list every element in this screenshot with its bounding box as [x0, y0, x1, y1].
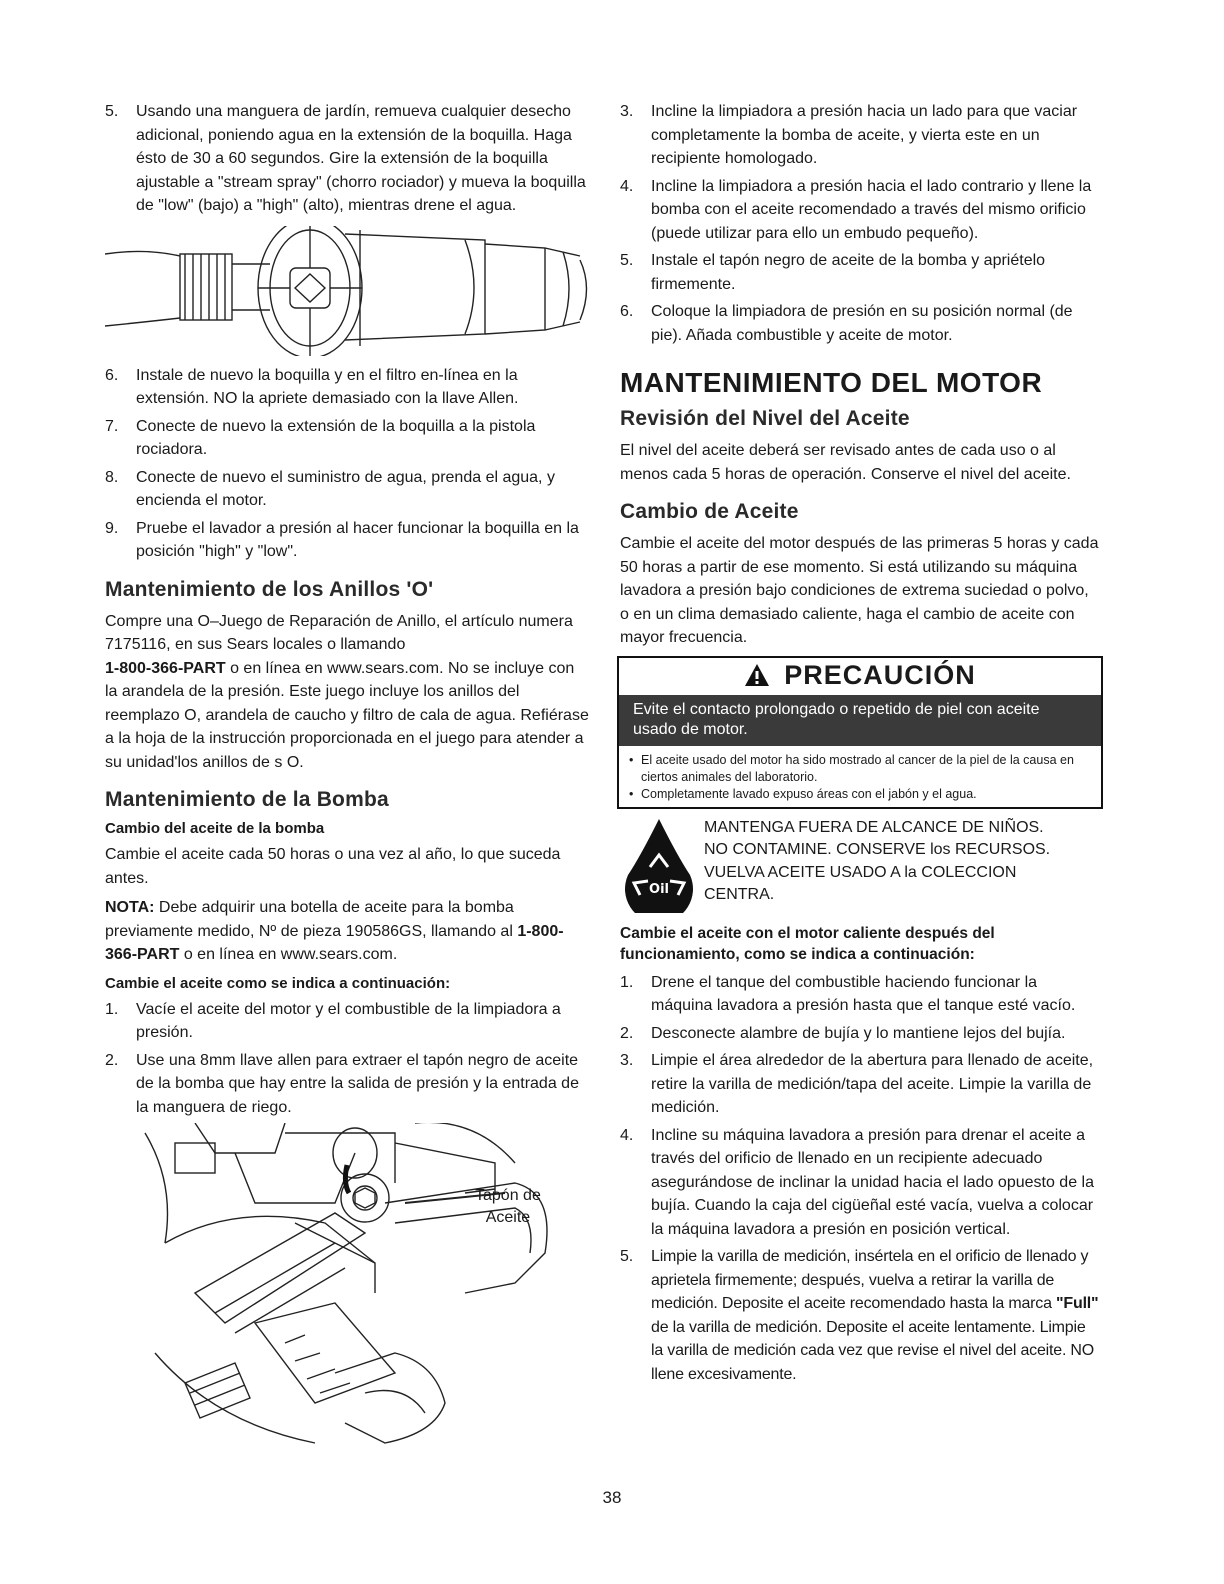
o-rings-heading: Mantenimiento de los Anillos 'O': [105, 577, 434, 601]
hot-oil-change-steps: [620, 971, 1100, 1387]
pump-paragraph: Cambie el aceite cada 50 horas o una vez al año, lo que suceda antes.: [105, 846, 561, 887]
caution-banner: Evite el contacto prolongado o repetido de piel con aceite usado de motor.: [619, 695, 1101, 746]
left-column: [105, 100, 590, 1453]
recycle-text: MANTENGA FUERA DE ALCANCE DE NIÑOS. NO CONTAMINE. CONSERVE los RECURSOS. VUELVA ACEITE USADO A la COLECCION CENTRA.: [704, 818, 1051, 903]
caution-header: [619, 658, 1101, 695]
pump-note: NOTA: Debe adquirir una botella de aceite para la bomba previamente medido, Nº de pieza 190586GS, llamando al 1-800-366-PART o en línea en www.sears.com.: [105, 899, 564, 963]
pump-steps-continued: [620, 100, 1100, 347]
list-item: 6. Coloque la limpiadora de presión en su posición normal (de pie). Añada combustible y aceite de motor.: [620, 303, 1073, 344]
list-item: 1. Drene el tanque del combustible haciendo funcionar la máquina lavadora a presión hasta que el tanque esté vacío.: [620, 973, 1076, 1014]
oil-recycle-icon: [620, 817, 698, 913]
caution-bullets: [619, 746, 1101, 807]
pump-label: Tapón de Aceite: [475, 1187, 541, 1226]
oil-change-paragraph: Cambie el aceite del motor después de las primeras 5 horas y cada 50 horas a partir de ese momento. Si está utilizando su máquina lavadora a presión bajo condiciones de extrema suciedad o polvo, o en un clima demasiado caliente, haga el cambio de aceite con mayor frecuencia.: [620, 535, 1099, 646]
caution-title: PRECAUCIÓN: [784, 659, 976, 690]
list-item: 2. Use una 8mm llave allen para extraer el tapón negro de aceite de la bomba que hay entre la salida de presión y la entrada de la manguera de riego.: [105, 1051, 579, 1116]
list-item: 6. Instale de nuevo la boquilla y en el filtro en-línea en la extensión. NO la apriete demasiado con la llave Allen.: [105, 366, 519, 407]
pump-steps-heading: Cambie el aceite como se indica a continuación:: [105, 974, 451, 992]
pump-heading: Mantenimiento de la Bomba: [105, 788, 389, 811]
list-item: 1. Vacíe el aceite del motor y el combustible de la limpiadora a presión.: [105, 1000, 561, 1041]
pump-figure: [105, 1123, 585, 1453]
warning-icon: [744, 663, 770, 687]
list-item: 5. Usando una manguera de jardín, remueva cualquier desecho adicional, poniendo agua en la extensión de la boquilla. Haga ésto de 30 a 60 segundos. Gire la extensión de la boquilla ajustable a "stream spray" (chorro rociador) y mueva la boquilla de "low" (bajo) a "high" (alto), mientras drene el agua.: [105, 103, 586, 214]
right-column: [620, 100, 1100, 1390]
page-number: 38: [602, 1488, 622, 1507]
list-item: 3. Incline la limpiadora a presión hacia un lado para que vaciar completamente la bomba de aceite, y vierta este en un recipiente homologado.: [620, 103, 1078, 167]
nozzle-illustration: [105, 226, 595, 356]
pump-steps: [105, 998, 590, 1120]
recycle-notice: [620, 817, 1100, 913]
nozzle-steps-a: [105, 100, 590, 218]
list-item: 8. Conecte de nuevo el suministro de agua, prenda el agua, y encienda el motor.: [105, 468, 555, 509]
oil-check-paragraph: El nivel del aceite deberá ser revisado antes de cada uso o al menos cada 5 horas de operación. Conserve el nivel del aceite.: [620, 442, 1071, 483]
nozzle-steps-b: [105, 364, 590, 564]
list-item: 5. Limpie la varilla de medición, insértela en el orificio de llenado y aprietela firmemente; después, vuelva a retirar la varilla de medición. Deposite el aceite recomendado hasta la marca "Full" de la varilla de medición. Deposite el aceite lentamente. Limpie la varilla de medición cada vez que revise el nivel del aceite. NO llene excesivamente.: [620, 1248, 1099, 1383]
oil-check-heading: Revisión del Nivel del Aceite: [620, 407, 910, 430]
engine-maintenance-heading: MANTENIMIENTO DEL MOTOR: [620, 367, 1043, 398]
list-item: 9. Pruebe el lavador a presión al hacer funcionar la boquilla en la posición "high" y "low".: [105, 519, 579, 560]
list-item: 5. Instale el tapón negro de aceite de la bomba y apriételo firmemente.: [620, 252, 1046, 293]
list-item: 4. Incline la limpiadora a presión hacia el lado contrario y llene la bomba con el aceite recomendado a través del mismo orificio (puede utilizar para ello un embudo pequeño).: [620, 177, 1092, 242]
list-item: • Completamente lavado expuso áreas con el jabón y el agua.: [627, 786, 1093, 803]
hot-oil-change-heading: Cambie el aceite con el motor caliente después del funcionamiento, como se indica a continuación:: [620, 924, 995, 963]
oil-change-heading: Cambio de Aceite: [620, 500, 799, 523]
list-item: 4. Incline su máquina lavadora a presión para drenar el aceite a través del orificio de llenado en un recipiente adecuado asegurándose de inclinar la unidad hacia el lado opuesto de la bujía. Cuando la caja del cigüeñal esté vacía, vuelva a colocar la máquina lavadora a presión en posición vertical.: [620, 1126, 1094, 1238]
list-item: • El aceite usado del motor ha sido mostrado al cancer de la piel de la causa en ciertos animales del laboratorio.: [627, 752, 1093, 786]
pump-subheading: Cambio del aceite de la bomba: [105, 820, 325, 837]
list-item: 7. Conecte de nuevo la extensión de la boquilla a la pistola rociadora.: [105, 417, 536, 458]
caution-box: [617, 656, 1103, 809]
pump-illustration: [135, 1123, 605, 1453]
list-item: 2. Desconecte alambre de bujía y lo mantiene lejos del bujía.: [620, 1024, 1066, 1042]
o-rings-paragraph: Compre una O–Juego de Reparación de Anillo, el artículo numera 7175116, en sus Sears locales o llamando 1-800-366-PART o en línea en www.sears.com. No se incluye con la arandela de la presión. Este juego incluye los anillos del reemplazo O, arandela de caucho y filtro de cala de agua. Refiérase a la hoja de la instrucción proporcionada en el juego para atender a su unidad'los anillos de s O.: [105, 612, 589, 771]
list-item: 3. Limpie el área alrededor de la abertura para llenado de aceite, retire la varilla de medición/tapa del aceite. Limpie la varilla de medición.: [620, 1052, 1094, 1116]
oil-icon-label: Oil: [649, 881, 669, 897]
